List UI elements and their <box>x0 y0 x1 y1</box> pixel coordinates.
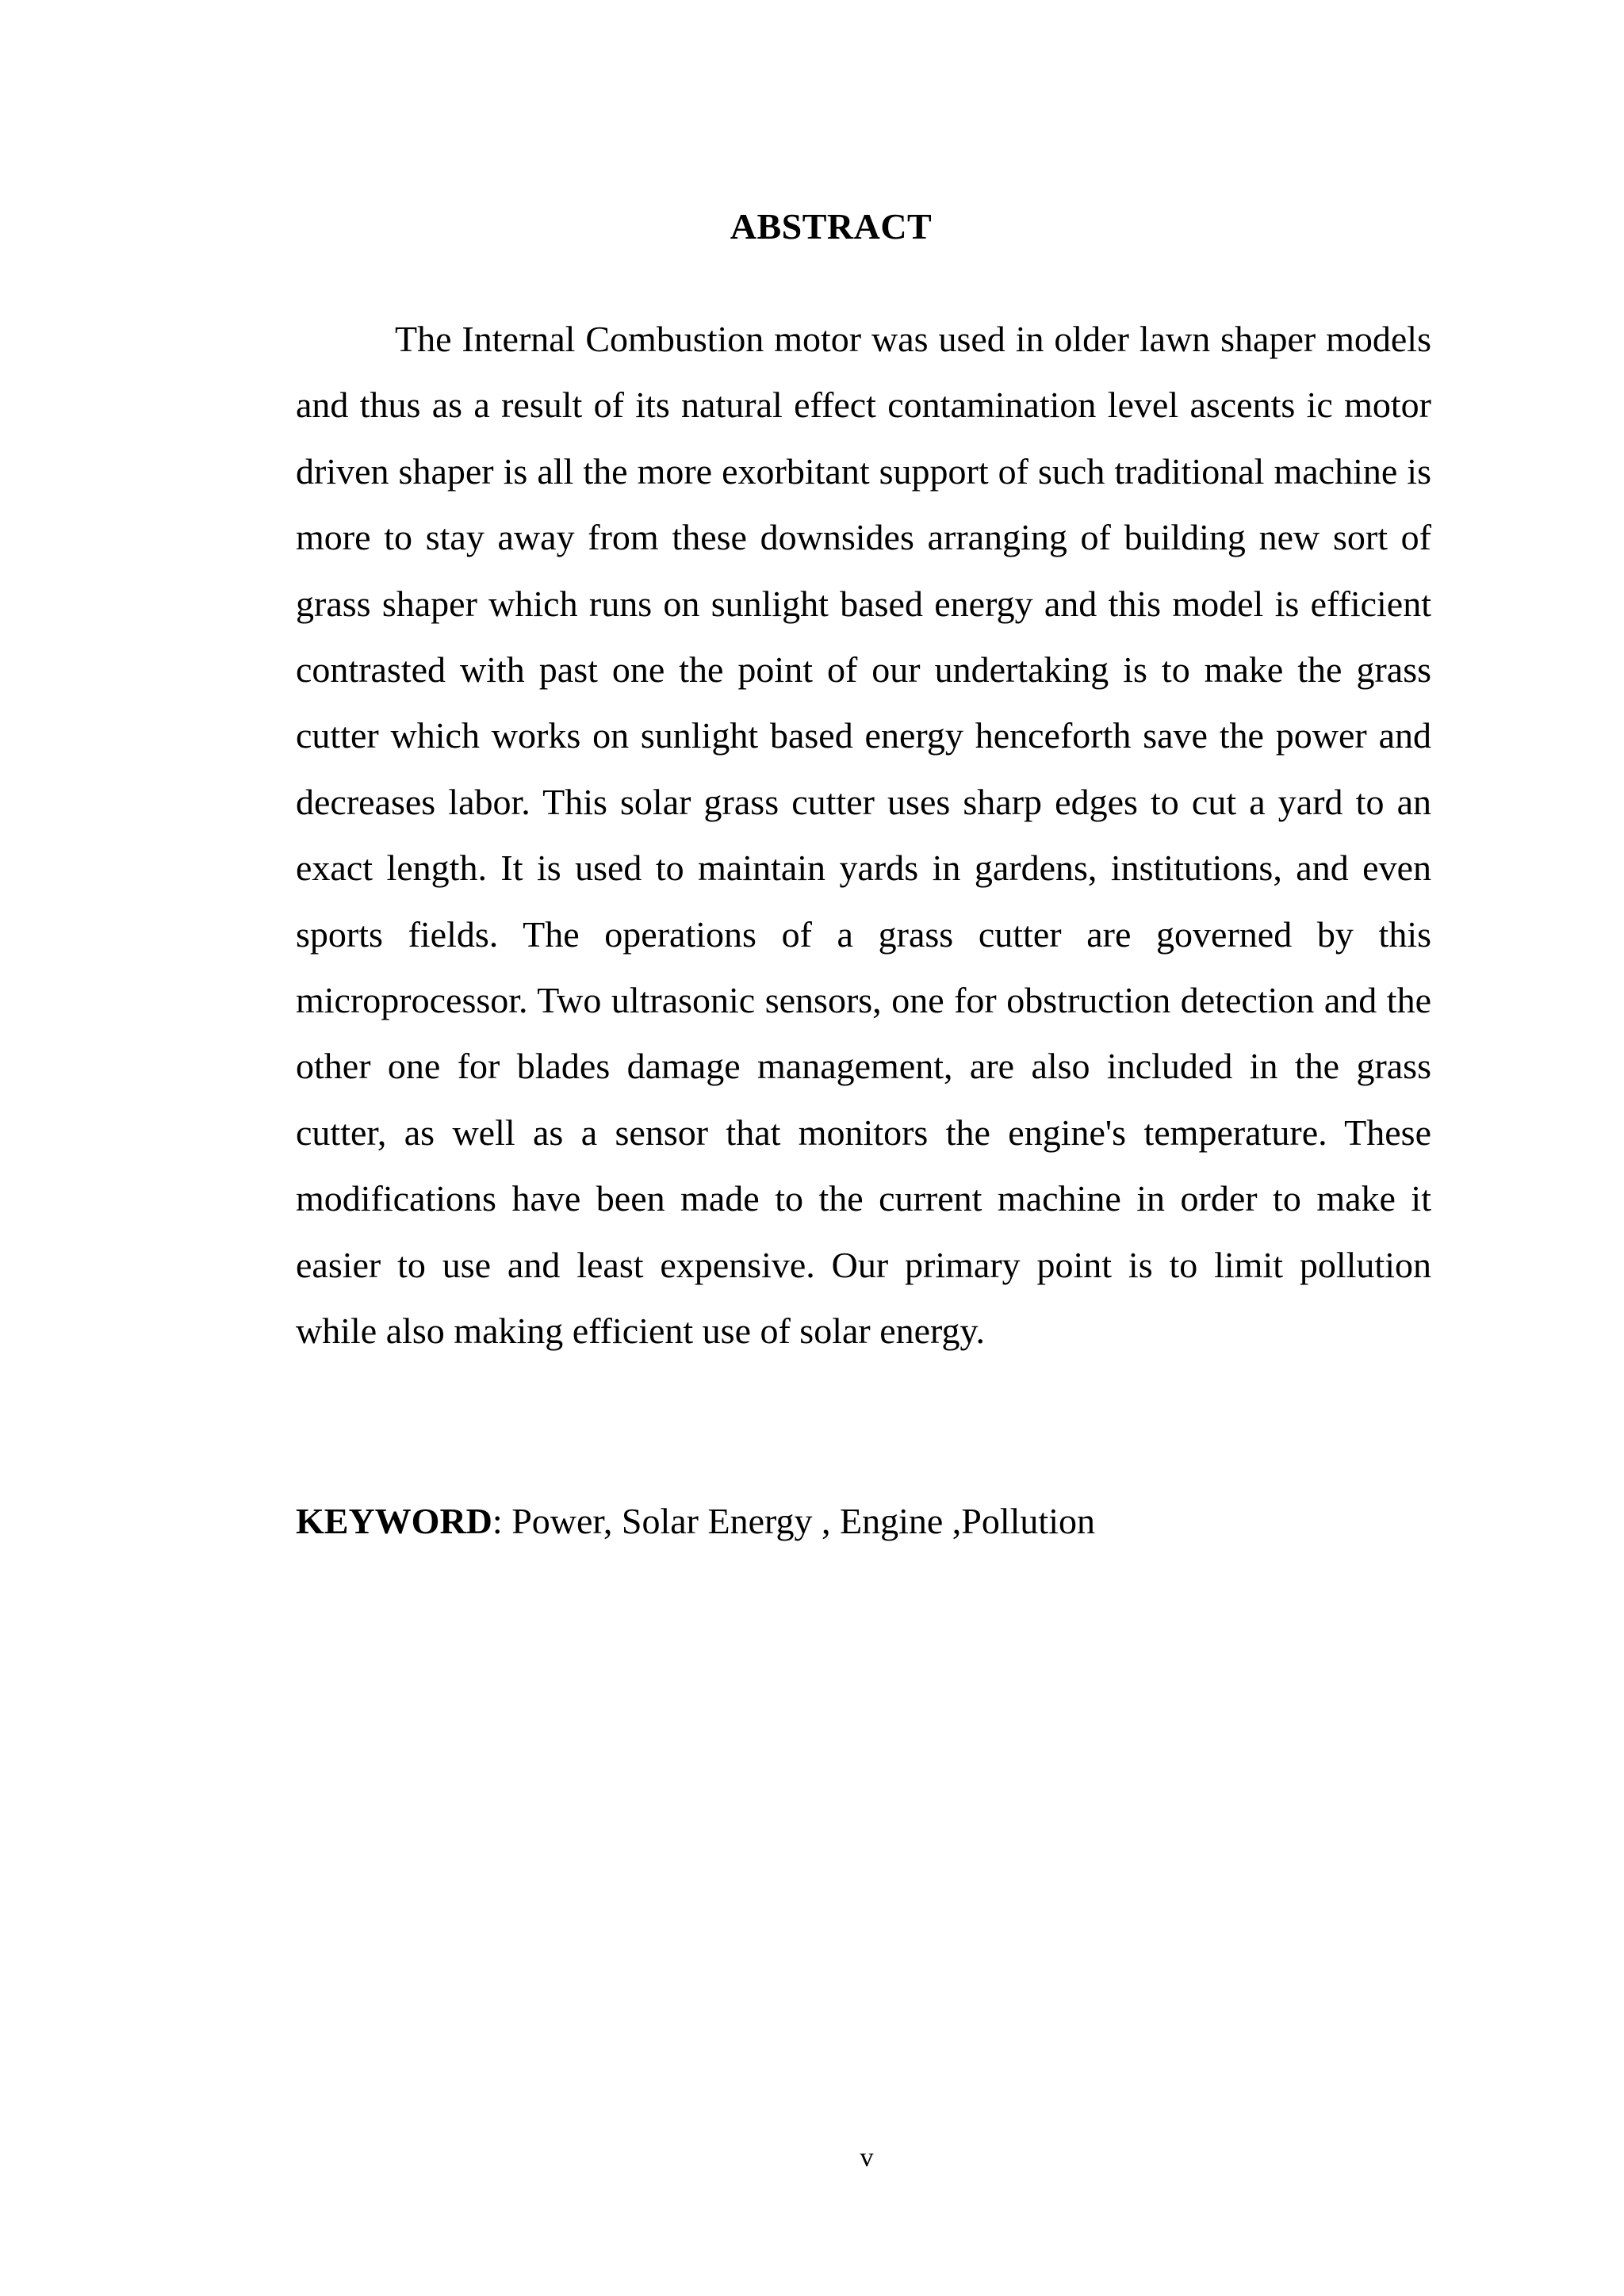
abstract-heading: ABSTRACT <box>730 206 933 247</box>
abstract-paragraph: The Internal Combustion motor was used in older lawn shaper models and thus as a result of its natural effect contamination level ascents ic motor driven shaper is all the more exorbitant support of such traditional machine is more to stay away from these downsides arranging of building new sort of grass shaper which runs on sunlight based energy and this model is efficient contrasted with past one the point of our undertaking is to make the grass cutter which works on sunlight based energy henceforth save the power and decreases labor. This solar grass cutter uses sharp edges to cut a yard to an exact length. It is used to maintain yards in gardens, institutions, and even sports fields. The operations of a grass cutter are governed by this microprocessor. Two ultrasonic sensors, one for obstruction detection and the other one for blades damage management, are also included in the grass cutter, as well as a sensor that monitors the engine's temperature. These modifications have been made to the current machine in order to make it easier to use and least expensive. Our primary point is to limit pollution while also making efficient use of solar energy. <box>296 319 1431 1352</box>
keywords-separator: : <box>492 1501 503 1541</box>
keywords-list: Power, Solar Energy , Engine ,Pollution <box>502 1501 1095 1541</box>
page-number: v <box>860 2143 874 2172</box>
keywords-label: KEYWORD <box>296 1501 492 1541</box>
keywords-line <box>296 1495 1431 1548</box>
